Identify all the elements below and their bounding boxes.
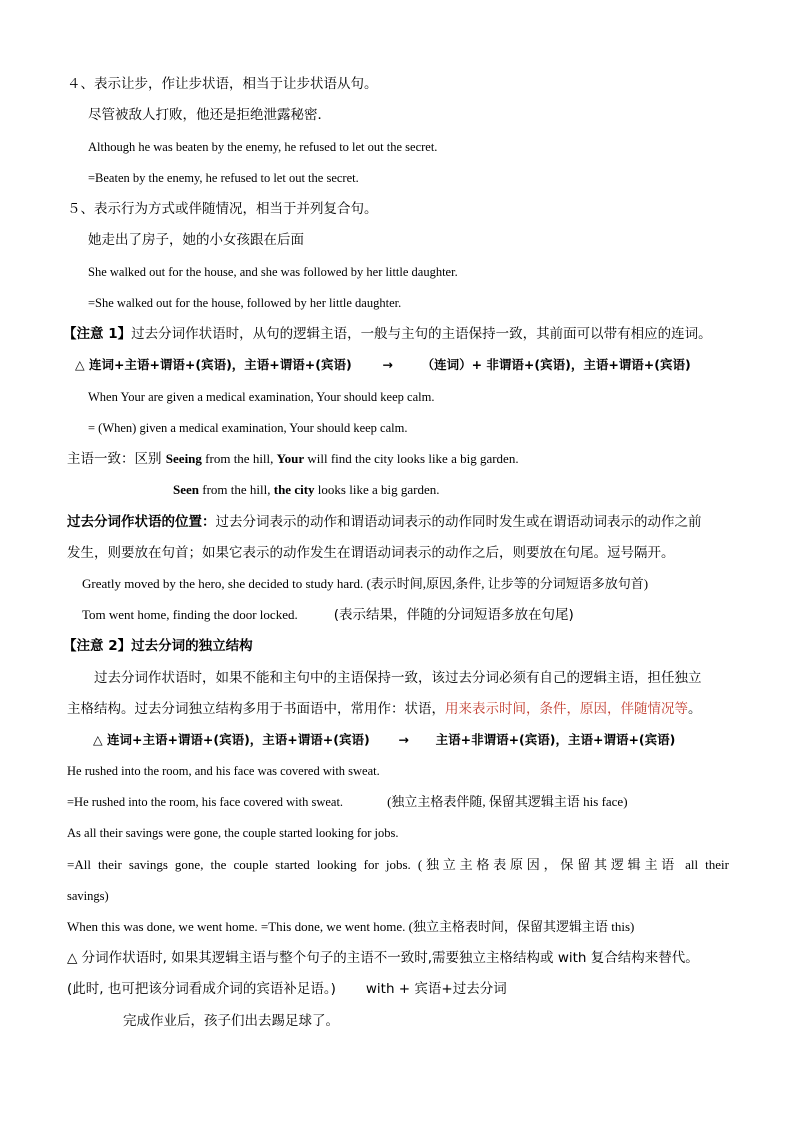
position-example-2-sentence: Tom went home, finding the door locked. <box>82 607 298 622</box>
note-1-example-1: When Your are given a medical examination, Your should keep calm. <box>88 390 435 404</box>
subject-text: will find the city looks like a big garden. <box>304 451 519 466</box>
arrow-icon: → <box>398 732 409 747</box>
note-1-label: 【注意 1】 <box>63 326 132 342</box>
subject-text: from the hill, <box>201 451 277 466</box>
subject-text: from the hill, <box>199 482 274 497</box>
section-4-chinese-example: 尽管被敌人打败，他还是拒绝泄露秘密． <box>88 107 331 123</box>
note-2-formula-right: 主语+非谓语+(宾语)，主语+谓语+(宾语) <box>435 732 676 747</box>
position-example-1: Greatly moved by the hero, she decided to study hard. (表示时间,原因,条件, 让步等的分词短语多放句首) <box>82 576 649 591</box>
note-1-formula-left: △ 连词+主语+谓语+(宾语)，主语+谓语+(宾语) <box>75 357 352 372</box>
final-chinese-example: 完成作业后，孩子们出去踢足球了。 <box>123 1013 339 1029</box>
note-2-heading: 【注意 2】过去分词的独立结构 <box>63 638 253 654</box>
subject-agreement-prefix: 主语一致：区别 <box>67 451 166 467</box>
note-1-text: 过去分词作状语时，从句的逻辑主语，一般与主句的主语保持一致，其前面可以带有相应的连词。 <box>131 326 712 342</box>
note-1-formula-right: （连词）+ 非谓语+(宾语)，主语+谓语+(宾语) <box>421 357 691 372</box>
keyword-seeing: Seeing <box>165 451 202 466</box>
section-5-heading: ５、表示行为方式或伴随情况，相当于并列复合句。 <box>67 201 378 217</box>
note-2-example-2-note: (独立主格表伴随, 保留其逻辑主语 his face) <box>387 794 628 809</box>
subject-agreement-line-2 <box>173 480 439 500</box>
section-4-heading: ４、表示让步，作让步状语，相当于让步状语从句。 <box>67 76 378 92</box>
note-2-example-2-sentence: =He rushed into the room, his face covered with sweat. <box>67 795 344 809</box>
section-5-english-example-1: She walked out for the house, and she was followed by her little daughter. <box>88 265 458 279</box>
note-1-formula <box>75 355 691 375</box>
note-2-example-5: When this was done, we went home. =This done, we went home. (独立主格表时间，保留其逻辑主语 this) <box>67 919 635 934</box>
note-2-paragraph-line-2 <box>67 699 702 719</box>
note-2-example-4-continued: savings) <box>67 889 109 903</box>
triangle-note-line-1: △ 分词作状语时, 如果其逻辑主语与整个句子的主语不一致时,需要独立主格结构或 with 复合结构来替代。 <box>67 950 699 966</box>
position-paragraph-line-1 <box>67 512 702 532</box>
section-4-english-example-1: Although he was beaten by the enemy, he refused to let out the secret. <box>88 140 438 154</box>
triangle-note-line-2 <box>67 979 507 999</box>
note-2-formula-left: △ 连词+主语+谓语+(宾语)，主语+谓语+(宾语) <box>93 732 370 747</box>
note-2-example-2 <box>67 792 628 812</box>
triangle-note-formula: with + 宾语+过去分词 <box>365 981 507 997</box>
note-2-example-3: As all their savings were gone, the couple started looking for jobs. <box>67 826 399 840</box>
note-2-highlight: 用来表示时间，条件，原因，伴随情况等 <box>445 701 688 717</box>
position-text: 过去分词表示的动作和谓语动词表示的动作同时发生或在谓语动词表示的动作之前 <box>215 514 702 530</box>
position-label: 过去分词作状语的位置： <box>67 514 216 530</box>
note-2-example-4: =All their savings gone, the couple started looking for jobs. (独立主格表原因，保留其逻辑主语 all their <box>67 857 729 872</box>
position-paragraph-line-2: 发生，则要放在句首；如果它表示的动作发生在谓语动词表示的动作之后，则要放在句尾。逗号隔开。 <box>67 545 675 561</box>
position-example-2 <box>82 605 574 625</box>
arrow-icon: → <box>382 357 393 372</box>
note-2-example-1: He rushed into the room, and his face was covered with sweat. <box>67 764 380 778</box>
keyword-your: Your <box>276 451 305 466</box>
note-2-text: 主格结构。过去分词独立结构多用于书面语中，常用作：状语， <box>67 701 445 717</box>
note-1-example-2: = (When) given a medical examination, Your should keep calm. <box>88 421 408 435</box>
subject-text: looks like a big garden. <box>314 482 440 497</box>
section-5-english-example-2: =She walked out for the house, followed by her little daughter. <box>88 296 402 310</box>
triangle-note-text: (此时, 也可把该分词看成介词的宾语补足语。) <box>67 981 336 997</box>
keyword-the-city: the city <box>273 482 315 497</box>
note-2-formula <box>93 730 675 750</box>
keyword-seen: Seen <box>173 482 199 497</box>
note-1 <box>63 324 712 344</box>
position-example-2-note: (表示结果，伴随的分词短语多放在句尾) <box>333 607 574 623</box>
subject-agreement-line-1 <box>67 449 519 469</box>
note-2-paragraph-line-1: 过去分词作状语时，如果不能和主句中的主语保持一致，该过去分词必须有自己的逻辑主语，担任独立 <box>94 670 702 686</box>
note-2-text: 。 <box>688 701 702 717</box>
section-5-chinese-example: 她走出了房子，她的小女孩跟在后面 <box>88 232 304 248</box>
section-4-english-example-2: =Beaten by the enemy, he refused to let out the secret. <box>88 171 359 185</box>
